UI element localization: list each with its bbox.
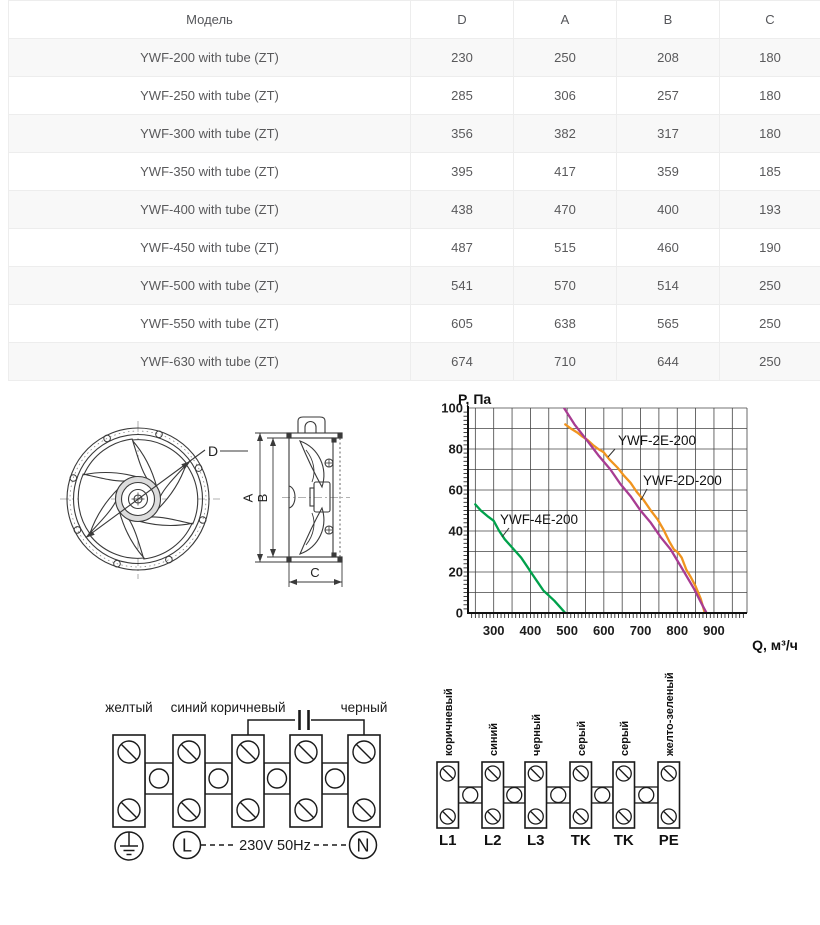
curve-label-leader <box>641 489 647 500</box>
dim-label-a: A <box>240 493 256 503</box>
line-terminal-label: L <box>181 835 193 856</box>
fan-front-view-drawing <box>60 421 248 579</box>
terminal-label: L3 <box>526 832 545 849</box>
bolt-hole <box>156 431 163 438</box>
dimension-cell: 306 <box>514 77 617 115</box>
dimension-cell: 250 <box>720 305 820 343</box>
wire-label: серый <box>618 720 631 756</box>
table-row <box>9 267 820 305</box>
wiring-diagrams <box>0 668 820 925</box>
dimension-cell: 208 <box>617 39 720 77</box>
dimension-cell: 180 <box>720 115 820 153</box>
dimension-cell: 285 <box>411 77 514 115</box>
dimension-cell: 395 <box>411 153 514 191</box>
screw-icon <box>661 766 676 781</box>
performance-chart <box>430 388 820 660</box>
dimension-cell: 605 <box>411 305 514 343</box>
model-cell: YWF-350 with tube (ZT) <box>9 153 411 191</box>
dimension-cell: 515 <box>514 229 617 267</box>
model-cell: YWF-300 with tube (ZT) <box>9 115 411 153</box>
model-cell: YWF-200 with tube (ZT) <box>9 39 411 77</box>
screw-icon <box>353 741 375 763</box>
dimension-cell: 359 <box>617 153 720 191</box>
terminal-label: L2 <box>483 832 502 849</box>
dimension-cell: 638 <box>514 305 617 343</box>
col-header-b: B <box>617 1 720 39</box>
power-rating-label: 230V 50Hz <box>239 838 311 854</box>
y-tick-label: 60 <box>448 482 463 498</box>
screw-icon <box>528 766 543 781</box>
wire-label: желтый <box>105 700 153 715</box>
x-tick-label: 300 <box>482 623 505 638</box>
col-header-c: C <box>720 1 820 39</box>
dimension-cell: 250 <box>514 39 617 77</box>
dimension-cell: 460 <box>617 229 720 267</box>
dimension-cell: 180 <box>720 39 820 77</box>
jumper-circle <box>150 769 169 788</box>
table-row <box>9 343 820 381</box>
screw-icon <box>118 799 140 821</box>
y-tick-label: 0 <box>455 605 463 621</box>
ground-icon <box>115 832 143 860</box>
motor-shaft <box>310 488 314 506</box>
terminal-label: TK <box>613 832 634 849</box>
curve-label-ywf-4e-200: YWF-4E-200 <box>500 512 579 527</box>
curve-label-ywf-2e-200: YWF-2E-200 <box>618 433 697 448</box>
screw-icon <box>237 799 259 821</box>
terminal-label: L1 <box>438 832 457 849</box>
screw-icon <box>325 459 333 467</box>
table-row <box>9 39 820 77</box>
model-cell: YWF-250 with tube (ZT) <box>9 77 411 115</box>
model-cell: YWF-400 with tube (ZT) <box>9 191 411 229</box>
model-cell: YWF-450 with tube (ZT) <box>9 229 411 267</box>
curve-label-ywf-2d-200: YWF-2D-200 <box>643 473 722 488</box>
dimension-cell: 356 <box>411 115 514 153</box>
dimension-cell: 570 <box>514 267 617 305</box>
model-cell: YWF-630 with tube (ZT) <box>9 343 411 381</box>
wire-label: коричневый <box>442 688 455 756</box>
screw-icon <box>485 766 500 781</box>
wiring-diagram-three-phase <box>437 672 680 849</box>
dim-label-c: C <box>310 565 320 580</box>
dimension-cell: 644 <box>617 343 720 381</box>
terminal-label: TK <box>570 832 591 849</box>
curve-ywf-2e-200 <box>565 424 705 613</box>
flange-top <box>287 433 342 438</box>
chart-y-axis-title: P, Па <box>458 391 492 407</box>
wire-label: серый <box>575 720 588 756</box>
dimension-cell: 257 <box>617 77 720 115</box>
neutral-terminal-icon <box>350 832 377 859</box>
screw-icon <box>353 799 375 821</box>
dimension-cell: 382 <box>514 115 617 153</box>
blade-profile-bottom <box>300 508 324 554</box>
curve-label-leader <box>502 528 509 537</box>
neutral-terminal-label: N <box>356 835 370 856</box>
chart-x-axis-title: Q, м³/ч <box>752 637 798 653</box>
bolt-hole <box>74 527 81 534</box>
junction-box-arch <box>305 422 316 434</box>
dimension-cell: 417 <box>514 153 617 191</box>
motor-hub <box>289 486 295 508</box>
bolt-hole <box>70 475 77 482</box>
dimension-cell: 710 <box>514 343 617 381</box>
screw-icon <box>528 809 543 824</box>
dimension-cell: 250 <box>720 267 820 305</box>
table-row <box>9 77 820 115</box>
screw-icon <box>295 741 317 763</box>
jumper-circle <box>639 788 654 803</box>
fan-drawings <box>60 398 440 638</box>
bolt-hole <box>166 556 173 563</box>
col-header-a: A <box>514 1 617 39</box>
bolt-hole <box>195 465 202 472</box>
dim-label-d: D <box>208 443 219 459</box>
dimension-cell: 190 <box>720 229 820 267</box>
blade-profile-top <box>300 441 324 487</box>
dimension-cell: 674 <box>411 343 514 381</box>
col-header-d: D <box>411 1 514 39</box>
screw-icon <box>573 766 588 781</box>
table-row <box>9 153 820 191</box>
screw-icon <box>178 741 200 763</box>
curve-label-leader <box>608 449 615 457</box>
screw-icon <box>440 766 455 781</box>
screw-icon <box>237 741 259 763</box>
wire-label: желто-зеленый <box>663 672 676 756</box>
table-row <box>9 229 820 267</box>
wiring-diagram-single-phase <box>105 700 387 860</box>
table-header-row <box>9 1 820 39</box>
bolt-hole <box>199 517 206 524</box>
junction-box <box>298 417 325 433</box>
chart-grid <box>468 408 747 613</box>
terminal-label: PE <box>658 832 679 849</box>
screw-icon <box>178 799 200 821</box>
dimensions-table <box>8 0 820 381</box>
wire-label: коричневый <box>210 700 286 715</box>
dimension-cell: 541 <box>411 267 514 305</box>
x-tick-label: 700 <box>629 623 652 638</box>
model-cell: YWF-500 with tube (ZT) <box>9 267 411 305</box>
dimension-cell: 565 <box>617 305 720 343</box>
jumper-circle <box>268 769 287 788</box>
jumper-circle <box>326 769 345 788</box>
jumper-circle <box>463 788 478 803</box>
dimension-cell: 230 <box>411 39 514 77</box>
screw-icon <box>616 809 631 824</box>
y-tick-label: 40 <box>448 523 463 539</box>
dim-label-b: B <box>255 493 270 503</box>
screw-icon <box>295 799 317 821</box>
table-row <box>9 305 820 343</box>
dimension-cell: 438 <box>411 191 514 229</box>
dimension-cell: 487 <box>411 229 514 267</box>
dimension-cell: 317 <box>617 115 720 153</box>
x-tick-label: 400 <box>519 623 542 638</box>
dimension-cell: 185 <box>720 153 820 191</box>
dimension-cell: 193 <box>720 191 820 229</box>
screw-icon <box>325 526 333 534</box>
y-tick-label: 100 <box>441 400 463 416</box>
jumper-circle <box>595 788 610 803</box>
table-row <box>9 191 820 229</box>
jumper-circle <box>551 788 566 803</box>
screw-icon <box>485 809 500 824</box>
x-tick-label: 900 <box>703 623 725 638</box>
dimension-cell: 514 <box>617 267 720 305</box>
dimension-cell: 180 <box>720 77 820 115</box>
wire-label: черный <box>530 713 543 756</box>
screw-icon <box>118 741 140 763</box>
dimension-cell: 400 <box>617 191 720 229</box>
dimension-cell: 250 <box>720 343 820 381</box>
fan-side-view-drawing <box>241 417 351 587</box>
wire-label: синий <box>487 722 500 756</box>
model-cell: YWF-550 with tube (ZT) <box>9 305 411 343</box>
screw-icon <box>616 766 631 781</box>
screw-icon <box>440 809 455 824</box>
dimension-cell: 470 <box>514 191 617 229</box>
y-tick-label: 80 <box>448 441 463 457</box>
screw-icon <box>661 809 676 824</box>
table-row <box>9 115 820 153</box>
screw-icon <box>573 809 588 824</box>
line-terminal-icon <box>174 832 201 859</box>
jumper-circle <box>209 769 228 788</box>
x-tick-label: 800 <box>666 623 689 638</box>
jumper-circle <box>507 788 522 803</box>
wire-label: синий <box>170 700 208 715</box>
y-tick-label: 20 <box>448 564 463 580</box>
x-tick-label: 600 <box>592 623 615 638</box>
col-header-model: Модель <box>9 1 411 39</box>
x-tick-label: 500 <box>556 623 578 638</box>
wire-label: черный <box>340 700 388 715</box>
flange-bottom <box>287 557 342 562</box>
